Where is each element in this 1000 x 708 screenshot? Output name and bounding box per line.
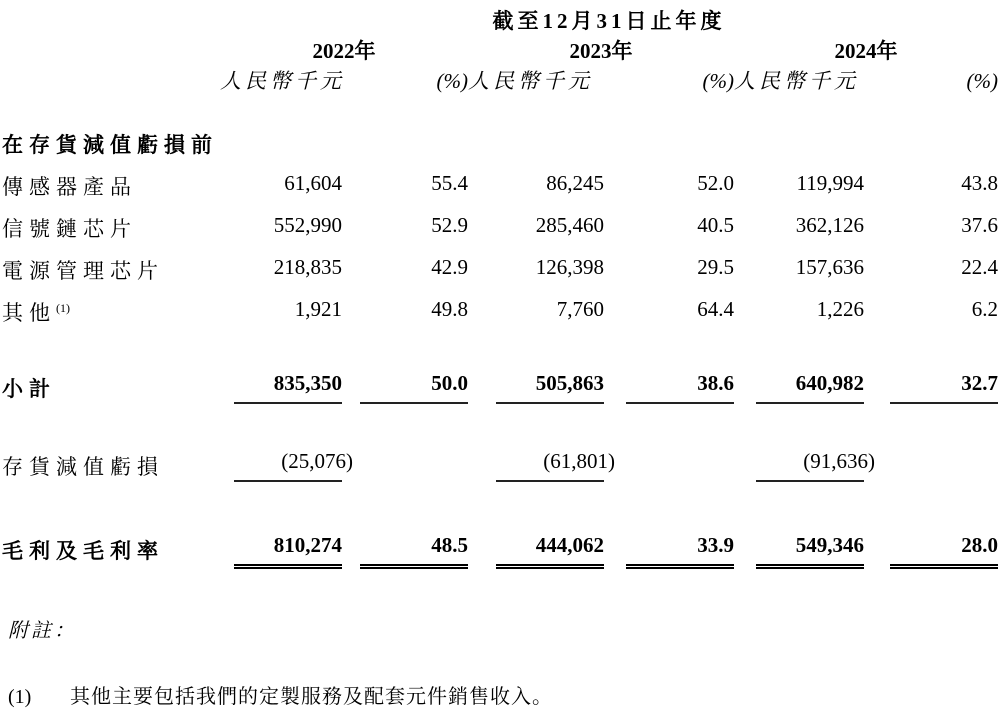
period-header: 截至12月31日止年度 [492,9,726,33]
row-gross-profit-and-margin [2,490,998,576]
unit-label-percent-2023: (%) [702,69,734,93]
percent-cell: 50.0 [342,328,468,412]
percent-cell: 40.5 [697,213,734,237]
financial-table [2,6,998,576]
amount-cell [734,96,864,160]
percent-cell: 55.4 [431,171,468,195]
amount-cell [220,96,342,160]
percent-cell [342,412,468,490]
notes-title: 附註： [8,620,77,642]
row-power-management-chips [2,244,998,286]
row-label: 傳感器產品 [2,175,137,199]
period-header-row [2,6,998,36]
row-inventory-impairment [2,412,998,490]
unit-label-amount-2022: 人民幣千元 [220,69,345,93]
empty-cell [2,36,220,66]
amount-cell: 218,835 [273,255,342,279]
amount-cell: 505,863 [468,328,604,412]
percent-cell [604,412,734,490]
amount-cell: 444,062 [468,490,604,576]
amount-cell: 810,274 [220,490,342,576]
percent-cell: 33.9 [604,490,734,576]
percent-cell: 43.8 [961,171,999,195]
row-label: 小計 [2,377,56,401]
year-header-2024: 2024年 [834,39,898,63]
percent-cell: 52.9 [431,213,468,237]
row-label: 存貨減值虧損 [2,455,164,479]
amount-cell: 86,245 [546,171,604,195]
percent-cell: 37.6 [961,213,999,237]
amount-cell: 1,226 [816,297,864,321]
unit-label-amount-2023: 人民幣千元 [468,69,593,93]
year-header-2022: 2022年 [312,39,376,63]
unit-label-amount-2024: 人民幣千元 [734,69,859,93]
percent-cell [604,96,734,160]
row-label: 毛利及毛利率 [2,539,164,563]
percent-cell [864,412,998,490]
row-sensor-products [2,160,998,202]
amount-cell: (91,636) [734,412,864,490]
percent-cell: 29.5 [697,255,734,279]
empty-cell [2,66,220,96]
amount-cell: 640,982 [734,328,864,412]
amount-cell [468,96,604,160]
footnote-marker: (1) [8,686,32,708]
amount-cell: 549,346 [734,490,864,576]
percent-cell: 49.8 [431,297,468,321]
amount-cell: 552,990 [273,213,342,237]
amount-cell: (25,076) [220,412,342,490]
percent-cell: 48.5 [342,490,468,576]
footnote-1 [8,684,998,708]
year-header-2023: 2023年 [569,39,633,63]
row-before-inventory-impairment-header [2,96,998,160]
amount-cell: (61,801) [468,412,604,490]
row-label: 其他$^{(1)}$ [2,301,70,325]
amount-cell: 7,760 [556,297,604,321]
amount-cell: 835,350 [220,328,342,412]
amount-cell: 157,636 [795,255,864,279]
amount-cell: 362,126 [795,213,864,237]
percent-cell: 52.0 [697,171,734,195]
amount-cell: 126,398 [535,255,604,279]
percent-cell: 64.4 [697,297,734,321]
percent-cell: 38.6 [604,328,734,412]
unit-header-row [2,66,998,96]
percent-cell: 42.9 [431,255,468,279]
row-label: 電源管理芯片 [2,259,164,283]
year-header-row [2,36,998,66]
unit-label-percent-2022: (%) [436,69,468,93]
percent-cell: 32.7 [864,328,998,412]
amount-cell: 1,921 [294,297,342,321]
amount-cell: 285,460 [535,213,604,237]
empty-cell [2,6,220,36]
amount-cell: 119,994 [796,171,864,195]
footnote-text: 其他主要包括我們的定製服務及配套元件銷售收入。 [70,686,553,708]
table-body [2,96,998,576]
footnote-ref: (1) [56,301,70,315]
percent-cell: 22.4 [961,255,999,279]
unit-label-percent-2024: (%) [966,69,999,93]
row-others [2,286,998,328]
percent-cell: 28.0 [864,490,998,576]
row-label: 信號鏈芯片 [2,217,137,241]
row-subtotal [2,328,998,412]
percent-cell [864,96,998,160]
percent-cell [342,96,468,160]
percent-cell: 6.2 [971,297,999,321]
row-signal-chain-chips [2,202,998,244]
row-label: 在存貨減值虧損前 [2,133,218,157]
amount-cell: 61,604 [284,171,342,195]
